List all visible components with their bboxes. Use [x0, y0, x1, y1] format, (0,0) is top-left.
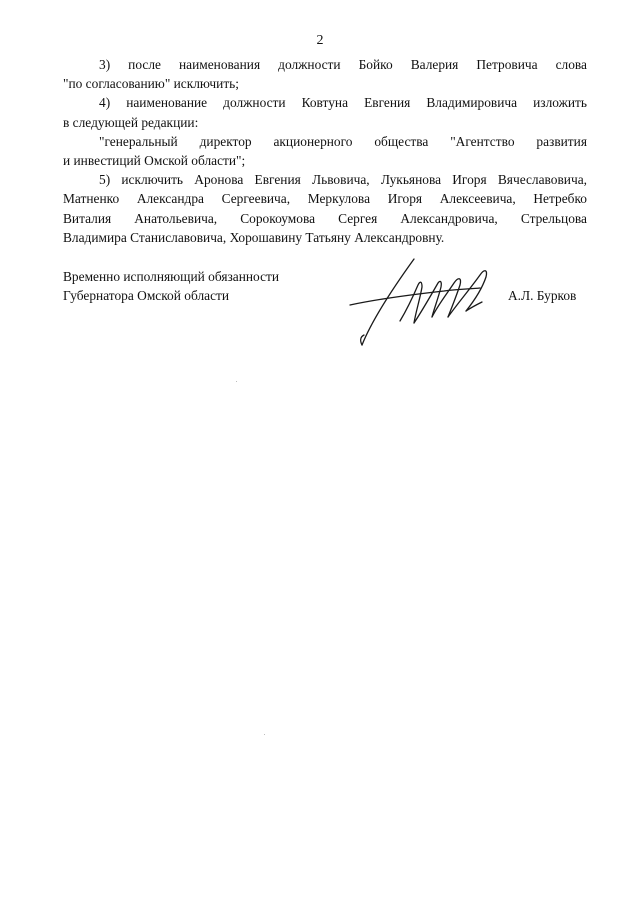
item-3-line-1: 3) после наименования должности Бойко Валерия Петровича слова	[99, 57, 587, 72]
item-5	[63, 170, 587, 247]
scan-speck	[236, 381, 237, 382]
document-body	[63, 55, 587, 247]
signatory-name: А.Л. Бурков	[508, 288, 577, 303]
signatory-position-line-1: Временно исполняющий обязанности	[63, 269, 280, 284]
scan-speck	[264, 734, 265, 735]
quoted-title-line-2: и инвестиций Омской области";	[63, 153, 246, 169]
page-number: 2	[316, 33, 324, 48]
item-4-line-2: в следующей редакции:	[63, 114, 199, 130]
item-3	[63, 55, 587, 93]
item-5-line-3: Виталия Анатольевича, Сорокоумова Сергея Александровича, Стрельцова	[63, 210, 587, 226]
item-5-line-4: Владимира Станиславовича, Хорошавину Татьяну Александровну.	[63, 229, 445, 245]
item-4	[63, 93, 587, 131]
quoted-title	[63, 132, 587, 170]
signatory-position-line-2: Губернатора Омской области	[63, 288, 230, 303]
quoted-title-line-1: "генеральный директор акционерного общества "Агентство развития	[99, 133, 587, 149]
item-3-line-2: "по согласованию" исключить;	[63, 76, 239, 92]
handwritten-signature	[348, 255, 496, 350]
signatory-position	[63, 267, 279, 305]
item-4-line-1: 4) наименование должности Ковтуна Евгения Владимировича изложить	[99, 95, 587, 111]
item-5-line-2: Матненко Александра Сергеевича, Меркулова Игоря Алексеевича, Нетребко	[63, 191, 587, 207]
item-5-line-1: 5) исключить Аронова Евгения Львовича, Лукьянова Игоря Вячеславовича,	[99, 172, 587, 188]
